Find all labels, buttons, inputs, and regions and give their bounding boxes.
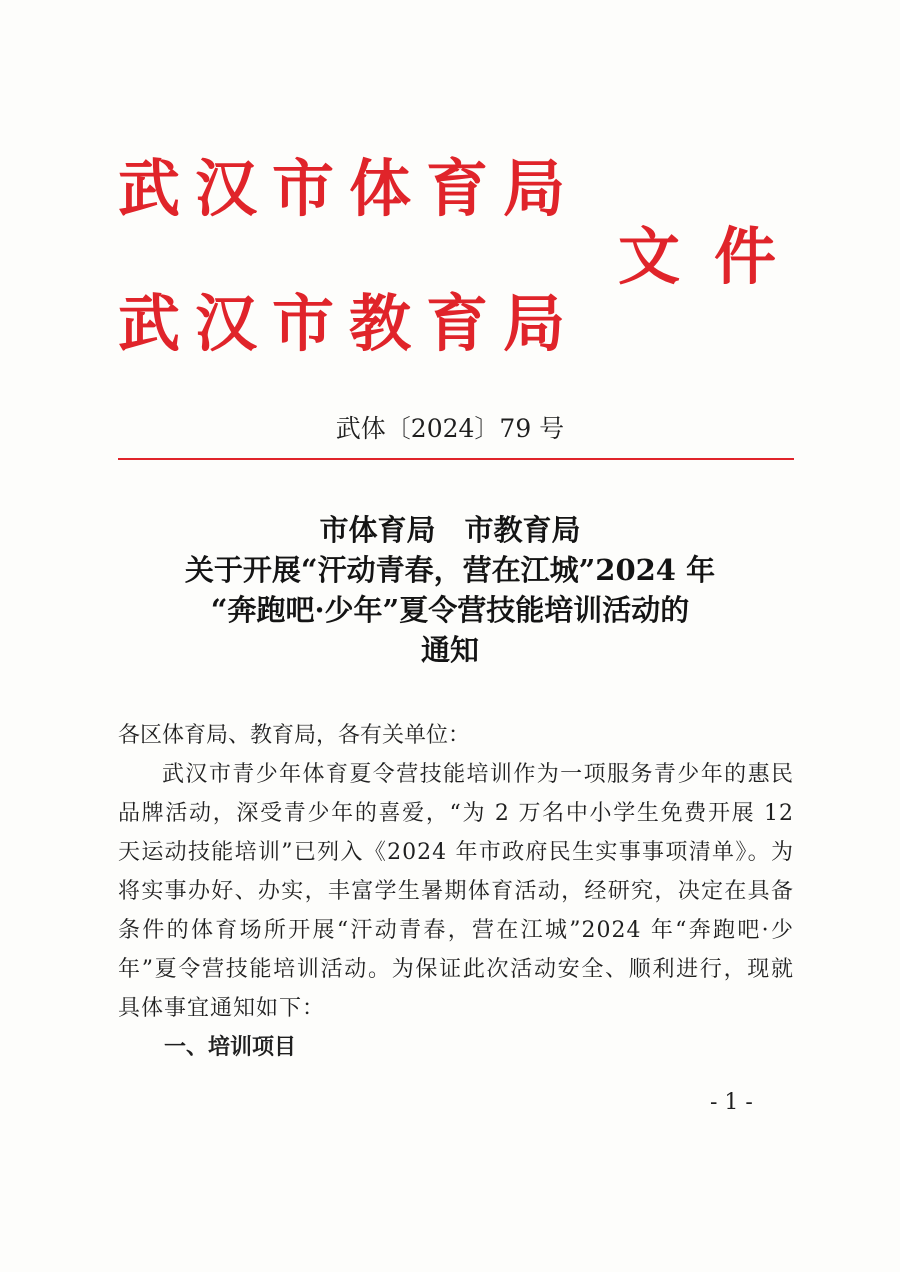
document-body [118,716,794,1067]
page-number: - 1 - [710,1090,753,1115]
title-line-2: 关于开展“汗动青春，营在江城”2024 年 [184,553,716,587]
addressee-line: 各区体育局、教育局，各有关单位： [118,723,471,748]
issuer-name-sports-bureau: 武汉市体育局 [118,152,581,225]
document-title [0,510,900,670]
title-line-issuers: 市体育局 市教育局 [319,513,581,547]
body-paragraph: 武汉市青少年体育夏令营技能培训作为一项服务青少年的惠民品牌活动，深受青少年的喜爱，“为 2 万名中小学生免费开展 12 天运动技能培训”已列入《2024 年市政府民生实事事项清单》。为将实事办好、办实，丰富学生暑期体育活动，经研究，决定在具备条件的体育场所开展“汗动青春，营在江城”2024 年“奔跑吧·少年”夏令营技能培训活动。为保证此次活动安全、顺利进行，现就具体事宜通知如下： [118,762,794,1021]
document-number: 武体〔2024〕79 号 [335,414,565,443]
title-line-4: 通知 [420,633,479,667]
document-type-label: 文件 [618,220,811,293]
red-divider-line [118,458,794,460]
title-line-3: “奔跑吧·少年”夏令营技能培训活动的 [210,593,690,627]
issuer-name-education-bureau: 武汉市教育局 [118,287,581,360]
section-heading-training-items: 一、培训项目 [164,1034,297,1060]
